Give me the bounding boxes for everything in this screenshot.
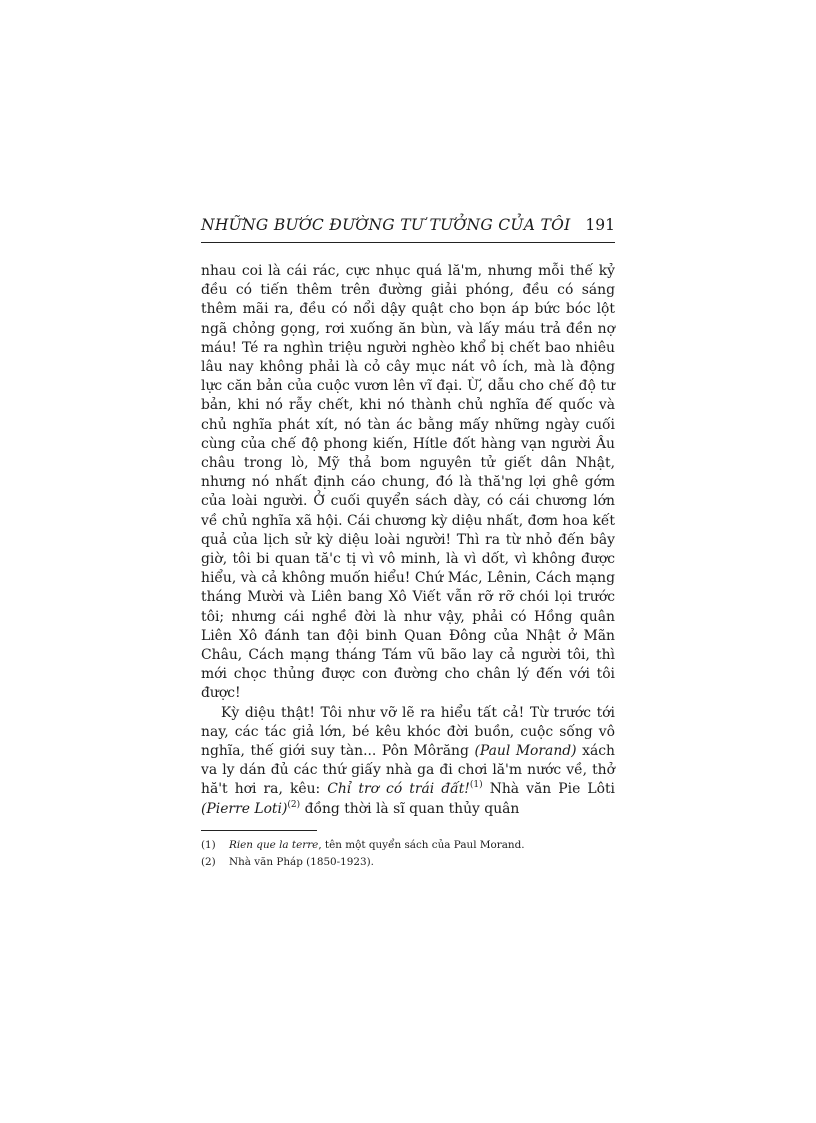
- p2-text-b: xách va ly dán đủ các thứ giấy nhà ga đi chơi lă'm nước về, thở hă't hơi ra, kêu:: [201, 743, 615, 798]
- footnote-italic-title: Rien que la terre: [229, 839, 319, 851]
- footnote-ref-1: (1): [469, 780, 483, 791]
- footnote-ref-2: (2): [287, 799, 301, 810]
- page-header: [201, 214, 615, 240]
- footnote-text: Nhà văn Pháp (1850-1923).: [229, 856, 374, 868]
- footnote-1: [201, 837, 615, 854]
- p2-text-d: đồng thời là sĩ quan thủy quân: [304, 800, 520, 817]
- header-rule: [201, 242, 615, 243]
- footnote-rest: , tên một quyển sách của Paul Morand.: [318, 839, 525, 851]
- footnote-marker: (2): [201, 856, 216, 868]
- footnote-marker: (1): [201, 839, 216, 851]
- paragraph-1: nhau coi là cái rác, cực nhục quá lă'm, nhưng mỗi thế kỷ đều có tiến thêm trên đường giải phóng, đều có sáng thêm mãi ra, đều có nổi dậy quật cho bọn áp bức bóc lột ngã chỏng gọng, rơi xuống ăn bùn, và lấy máu trả đền nợ máu! Té ra nghìn triệu người nghèo khổ bị chết bao nhiêu lâu nay không phải là cỏ cây mục nát vô ích, mà là động lực căn bản của cuộc vươn lên vĩ đại. Ừ, dẫu cho chế độ tư bản, khi nó rẫy chết, khi nó thành chủ nghĩa đế quốc và chủ nghĩa phát xít, nó tàn ác bằng mấy những ngày cuối cùng của chế độ phong kiến, Hítle đốt hàng vạn người Âu châu trong lò, Mỹ thả bom nguyên tử giết dân Nhật, nhưng nó nhất định cáo chung, đó là thă'ng lợi ghê gớm của loài người. Ở cuối quyển sách dày, có cái chương lớn về chủ nghĩa xã hội. Cái chương kỳ diệu nhất, đơm hoa kết quả của lịch sử kỳ diệu loài người! Thì ra từ nhỏ đến bây giờ, tôi bi quan tă'c tị vì vô minh, là vì dốt, vì không được hiểu, và cả không muốn hiểu! Chứ Mác, Lênin, Cách mạng tháng Mười và Liên bang Xô Viết vẫn rỡ rỡ chói lọi trước tôi; nhưng cái nghề đời là như vậy, phải có Hồng quân Liên Xô đánh tan đội binh Quan Đông của Nhật ở Mãn Châu, Cách mạng tháng Tám vũ bão lay cả người tôi, thì mới chọc thủng được con đường cho chân lý đến với tôi được!: [201, 263, 615, 702]
- footnote-rule: [201, 830, 317, 831]
- p2-italic-quote: Chỉ trơ có trái đất!: [327, 781, 470, 798]
- page-number: 191: [585, 216, 615, 234]
- footnote-2: [201, 854, 615, 871]
- p2-italic-pierre-loti: (Pierre Loti): [201, 800, 288, 817]
- running-title: NHỮNG BƯỚC ĐƯỜNG TƯ TƯỞNG CỦA TÔI: [201, 216, 571, 234]
- footnotes: [201, 837, 615, 871]
- p2-text-a: Kỳ diệu thật! Tôi như vỡ lẽ ra hiểu tất cả! Từ trước tới nay, các tác giả lớn, bé kêu khóc đời buồn, cuộc sống vô nghĩa, thế giới suy tàn... Pôn Môrăng: [201, 704, 615, 760]
- body-text: [201, 262, 615, 819]
- p2-italic-paul-morand: (Paul Morand): [474, 743, 577, 760]
- paragraph-2: [201, 704, 615, 819]
- footnote-text: [229, 837, 525, 854]
- p2-text-c: Nhà văn Pie Lôti: [489, 781, 615, 798]
